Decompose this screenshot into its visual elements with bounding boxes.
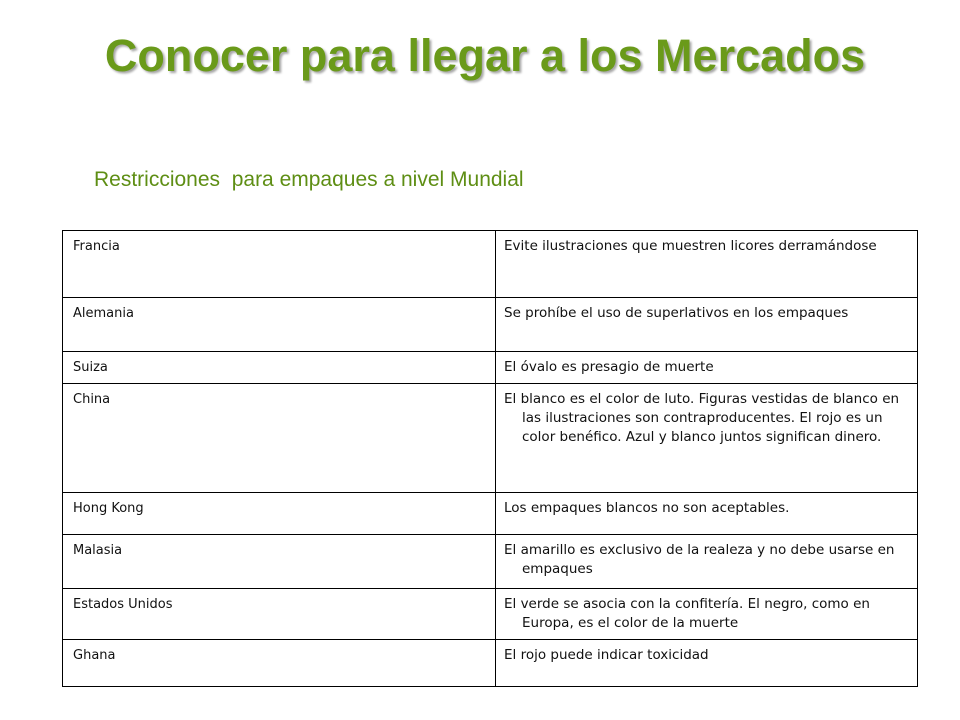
restriction-cell: El óvalo es presagio de muerte bbox=[496, 352, 918, 384]
country-cell: Ghana bbox=[63, 640, 496, 687]
slide-title: Conocer para llegar a los Mercados bbox=[104, 30, 866, 81]
table-row bbox=[63, 231, 918, 298]
restriction-cell: El verde se asocia con la confitería. El negro, como en Europa, es el color de la muerte bbox=[496, 589, 918, 640]
table-row bbox=[63, 493, 918, 535]
table-row bbox=[63, 589, 918, 640]
country-cell: Alemania bbox=[63, 298, 496, 352]
restriction-cell: Evite ilustraciones que muestren licores derramándose bbox=[496, 231, 918, 298]
table-row bbox=[63, 352, 918, 384]
restriction-cell: Los empaques blancos no son aceptables. bbox=[496, 493, 918, 535]
slide-subtitle: Restricciones para empaques a nivel Mundial bbox=[94, 168, 524, 191]
restriction-cell: El blanco es el color de luto. Figuras vestidas de blanco en las ilustraciones son contraproducentes. El rojo es un color benéfico. Azul y blanco juntos significan dinero. bbox=[496, 384, 918, 493]
country-cell: Estados Unidos bbox=[63, 589, 496, 640]
country-cell: China bbox=[63, 384, 496, 493]
country-cell: Francia bbox=[63, 231, 496, 298]
table-row bbox=[63, 298, 918, 352]
restrictions-table bbox=[62, 230, 918, 687]
restriction-cell: Se prohíbe el uso de superlativos en los empaques bbox=[496, 298, 918, 352]
table-row bbox=[63, 535, 918, 589]
table-row bbox=[63, 384, 918, 493]
restriction-cell: El rojo puede indicar toxicidad bbox=[496, 640, 918, 687]
restriction-cell: El amarillo es exclusivo de la realeza y no debe usarse en empaques bbox=[496, 535, 918, 589]
country-cell: Hong Kong bbox=[63, 493, 496, 535]
country-cell: Suiza bbox=[63, 352, 496, 384]
table-row bbox=[63, 640, 918, 687]
country-cell: Malasia bbox=[63, 535, 496, 589]
